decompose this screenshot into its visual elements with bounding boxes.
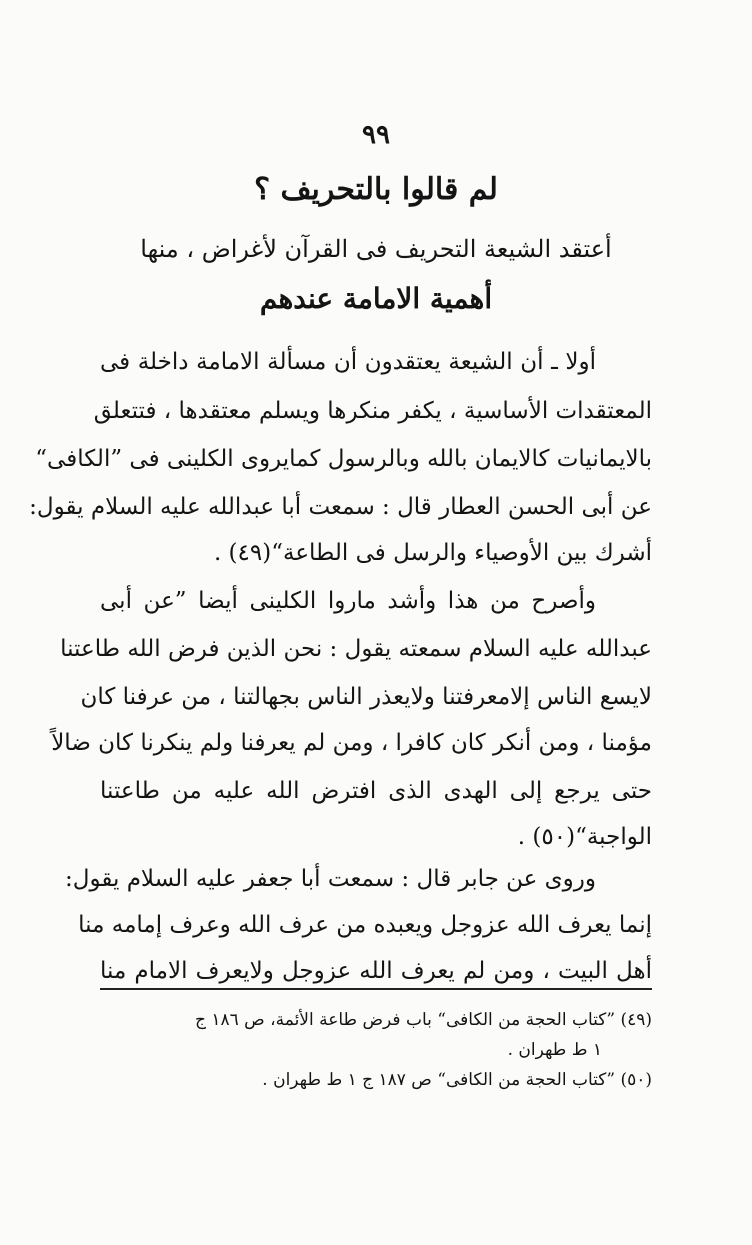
footnote-50: (٥٠) ”كتاب الحجة من الكافى“ ص ١٨٧ ج ١ ط طهران . [262, 1070, 652, 1090]
paragraph2-line: حتى يرجع إلى الهدى الذى افترض الله عليه من طاعتنا [100, 778, 652, 804]
paragraph1-line: عن أبى الحسن العطار قال : سمعت أبا عبدالله عليه السلام يقول: [29, 494, 652, 520]
paragraph1-line: أولا ـ أن الشيعة يعتقدون أن مسألة الامامة داخلة فى [100, 349, 596, 375]
paragraph3-line: وروى عن جابر قال : سمعت أبا جعفر عليه السلام يقول: [65, 866, 596, 892]
paragraph3-line: أهل البيت ، ومن لم يعرف الله عزوجل ولايعرف الامام منا [100, 958, 652, 984]
section-title: لم قالوا بالتحريف ؟ [254, 172, 498, 207]
paragraph3-line: إنما يعرف الله عزوجل ويعبده من عرف الله وعرف إمامه منا [78, 912, 652, 938]
section-subtitle: أهمية الامامة عندهم [259, 282, 493, 315]
paragraph1-line: المعتقدات الأساسية ، يكفر منكرها ويسلم معتقدها ، فتتعلق [93, 398, 652, 424]
footnote-49-continued: ١ ط طهران . [507, 1040, 602, 1060]
paragraph2-line: مؤمنا ، ومن أنكر كان كافرا ، ومن لم يعرفنا ولم ينكرنا كان ضالاً [51, 730, 652, 756]
paragraph1-line: أشرك بين الأوصياء والرسل فى الطاعة“(٤٩) . [213, 540, 652, 566]
paragraph1-line: بالايمانيات كالايمان بالله وبالرسول كمايروى الكلينى فى ”الكافى“ [35, 446, 652, 472]
paragraph2-line: الواجبة“(٥٠) . [517, 824, 652, 850]
intro-line: أعتقد الشيعة التحريف فى القرآن لأغراض ، منها [140, 235, 612, 263]
paragraph2-line: لايسع الناس إلامعرفتنا ولايعذر الناس بجهالتنا ، من عرفنا كان [80, 684, 652, 710]
paragraph2-line: عبدالله عليه السلام سمعته يقول : نحن الذين فرض الله طاعتنا [60, 636, 652, 662]
paragraph2-line: وأصرح من هذا وأشد ماروا الكلينى أيضا ”عن أبى [100, 588, 596, 614]
page-number: ٩٩ [362, 120, 390, 150]
footnote-49: (٤٩) ”كتاب الحجة من الكافى“ باب فرض طاعة الأئمة، ص ١٨٦ ج [194, 1010, 652, 1030]
footnote-divider [100, 988, 652, 990]
